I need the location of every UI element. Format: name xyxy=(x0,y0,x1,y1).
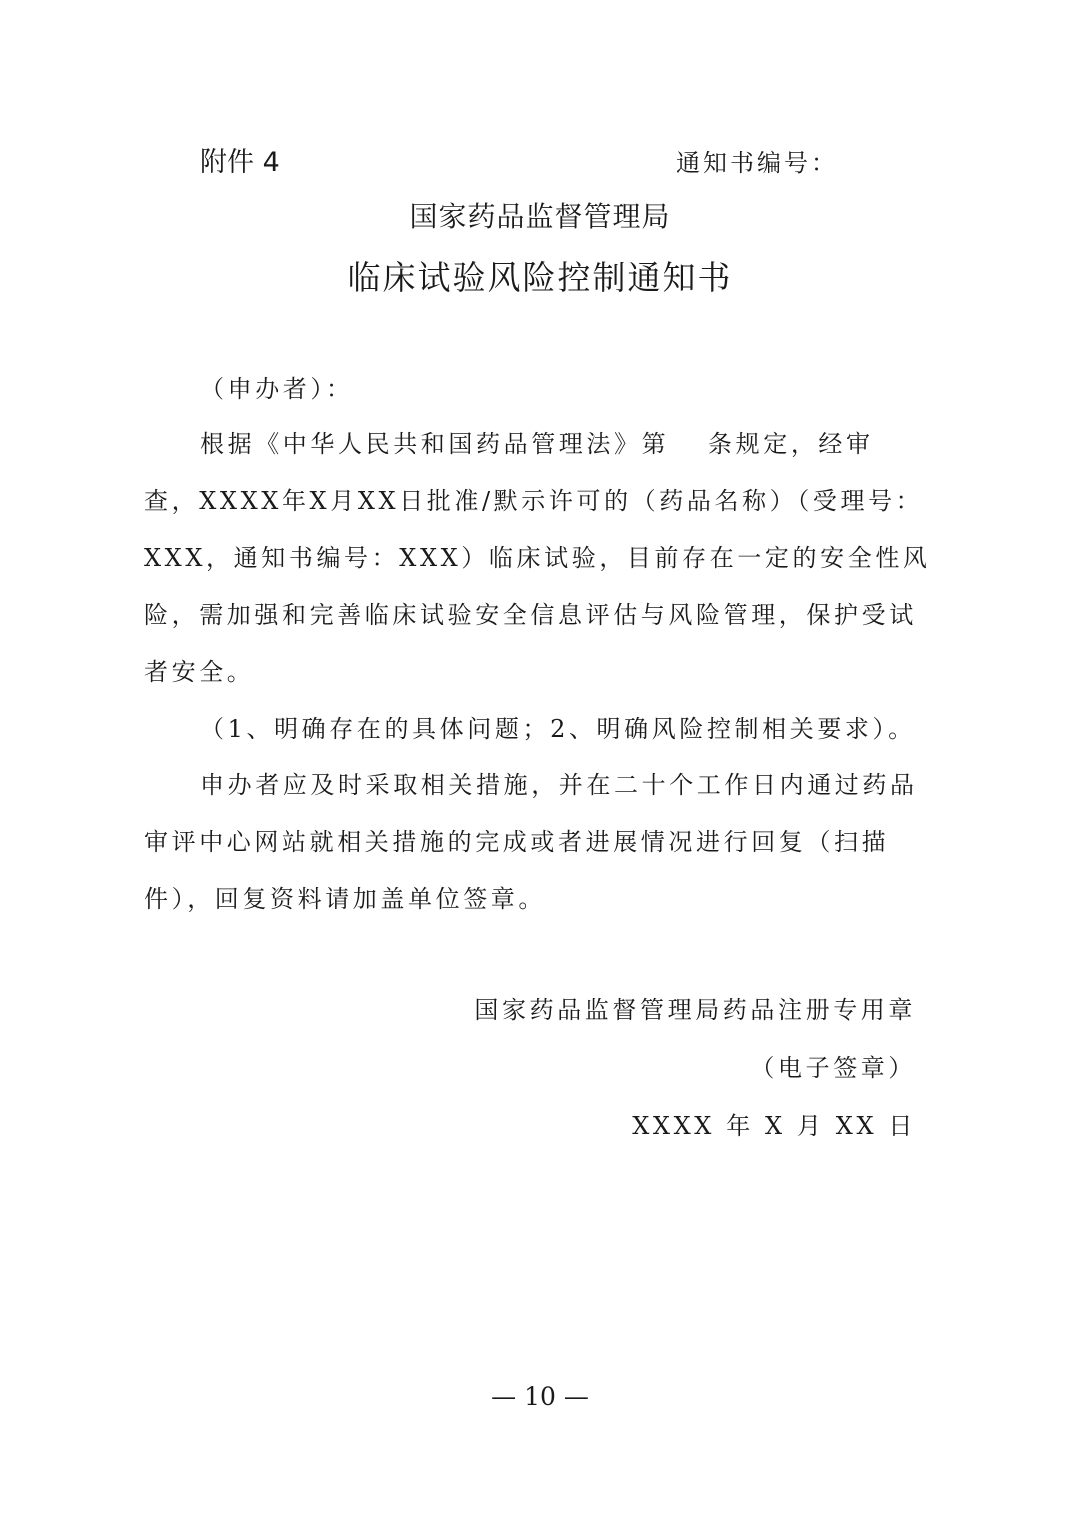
paragraph3-line: 审评中心网站就相关措施的完成或者进展情况进行回复（扫描 xyxy=(144,828,890,856)
paragraph3-line: 件），回复资料请加盖单位签章。 xyxy=(144,885,546,913)
notice-number-label: 通知书编号： xyxy=(676,149,838,177)
paragraph1-line: 者安全。 xyxy=(144,658,255,686)
document-title: 临床试验风险控制通知书 xyxy=(347,258,733,297)
paragraph1-line: XXX，通知书编号：XXX）临床试验，目前存在一定的安全性风 xyxy=(144,544,931,572)
attachment-label: 附件 4 xyxy=(200,147,280,178)
addressee-line: （申办者）： xyxy=(200,375,354,403)
paragraph1-line: 查，XXXX年X月XX日批准/默示许可的（药品名称）（受理号： xyxy=(144,487,924,515)
page-number: — 10 — xyxy=(491,1382,589,1411)
paragraph3-line: 申办者应及时采取相关措施，并在二十个工作日内通过药品 xyxy=(200,771,918,799)
paragraph1-line: 根据《中华人民共和国药品管理法》第 条规定，经审 xyxy=(200,430,874,458)
paragraph1-line: 险，需加强和完善临床试验安全信息评估与风险管理，保护受试 xyxy=(144,601,917,629)
paragraph2-line: （1、明确存在的具体问题；2、明确风险控制相关要求）。 xyxy=(200,715,916,743)
seal-type: （电子签章） xyxy=(750,1054,916,1082)
signature-date: XXXX 年 X 月 XX 日 xyxy=(632,1112,916,1140)
seal-name: 国家药品监督管理局药品注册专用章 xyxy=(474,996,916,1024)
agency-title: 国家药品监督管理局 xyxy=(409,200,671,233)
